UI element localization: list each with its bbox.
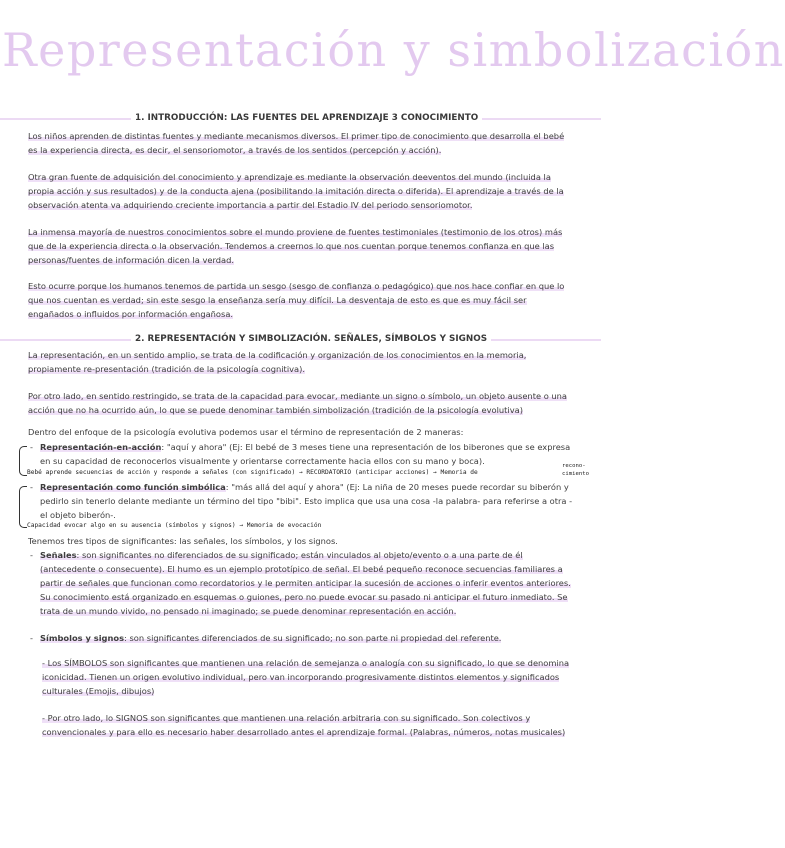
subitem-text: - Por otro lado, lo SIGNOS son significantes que mantienen una relación arbitraria con su significado. Son colectivos y convencionales y para ello es necesario haber desarrollado antes el aprendizaje formal. (Palabras, números, notas musicales)	[42, 713, 566, 737]
paragraph-text: Por otro lado, en sentido restringido, se trata de la capacidad para evocar, mediante un signo o símbolo, un objeto ausente o una acción que no ha ocurrido aún, lo que se puede denominar también simbolización (tradición de la psicología evolutiva)	[28, 391, 568, 415]
handwritten-note-1: Bebé aprende secuencias de acción y responde a señales (con significado) → RECORDATORIO (anticipar acciones) → Memoria de	[27, 469, 478, 476]
signs-subitem	[42, 711, 573, 739]
item-text: : "aquí y ahora" (Ej: El bebé de 3 meses tiene una representación de los biberones que se expresa en su capacidad de reconocerlos visualmente y orientarse correctamente hacia ellos con su mano y boca).	[40, 442, 571, 466]
symbolic-function-item	[40, 480, 573, 522]
representation-in-action-item	[40, 440, 573, 468]
section1-paragraph-4	[28, 279, 573, 321]
brace-bracket	[19, 486, 27, 528]
handwritten-note-2: Capacidad evocar algo en su ausencia (símbolos y signos) → Memoria de evocación	[27, 522, 322, 529]
section2-heading: 2. REPRESENTACIÓN Y SIMBOLIZACIÓN. SEÑALES, SÍMBOLOS Y SIGNOS	[131, 333, 491, 345]
section2-paragraph-3	[28, 425, 573, 439]
bullet-dash: -	[30, 442, 33, 452]
item-text: : son significantes diferenciados de su significado; no son parte ni propiedad del referente.	[124, 633, 502, 643]
page-title: Representación y simbolización	[2, 23, 785, 77]
bullet-dash: -	[30, 550, 33, 560]
section1-heading: 1. INTRODUCCIÓN: LAS FUENTES DEL APRENDIZAJE 3 CONOCIMIENTO	[131, 112, 482, 124]
term-label: Representación-en-acción	[40, 442, 162, 452]
bullet-dash: -	[30, 482, 33, 492]
signals-item	[40, 548, 573, 618]
section2-paragraph-2	[28, 389, 573, 417]
item-text: : "más allá del aquí y ahora" (Ej: La niña de 20 meses puede recordar su biberón y pedirlo sin tenerlo delante mediante un término del tipo "bibi". Esto implica que usa una cosa -la palabra- para referirse a otra -el objeto biberón-.	[40, 482, 573, 520]
section1-paragraph-1	[28, 129, 573, 157]
paragraph-text: La representación, en un sentido amplio, se trata de la codificación y organización de los conocimientos en la memoria, propiamente re-presentación (tradición de la psicología cognitiva).	[28, 350, 527, 374]
section2-paragraph-1	[28, 348, 573, 376]
paragraph-text: Los niños aprenden de distintas fuentes y mediante mecanismos diversos. El primer tipo de conocimiento que desarrolla el bebé es la experiencia directa, es decir, el sensoriomotor, a través de los sentidos (percepción y acción).	[28, 131, 565, 155]
subitem-text: - Los SÍMBOLOS son significantes que mantienen una relación de semejanza o analogía con su significado, lo que se denomina iconicidad. Tienen un origen evolutivo individual, pero van incorporando progresivamente distintos elementos y significados culturales (Emojis, dibujos)	[42, 658, 570, 696]
section1-paragraph-3	[28, 225, 573, 267]
section2-paragraph-4	[28, 534, 573, 548]
handwritten-note-1-side: recono- cimiento	[562, 463, 589, 477]
term-label: Representación como función simbólica	[40, 482, 226, 492]
paragraph-text: La inmensa mayoría de nuestros conocimientos sobre el mundo proviene de fuentes testimoniales (testimonio de los otros) más que de la experiencia directa o la observación. Tendemos a creernos lo que nos cuentan porque tenemos confianza en que las personas/fuentes de información dicen la verdad.	[28, 227, 563, 265]
section1-paragraph-2	[28, 170, 573, 212]
symbols-subitem	[42, 656, 573, 698]
item-text: : son significantes no diferenciados de su significado; están vinculados al objeto/evento o a una parte de él (antecedente o consecuente). El humo es un ejemplo prototípico de señal. El bebé pequeño reconoce secuencias familiares a partir de señales que funcionan como recordatorios y le permiten anticipar la sucesión de acciones o inferir eventos anteriores. Su conocimiento está organizado en esquemas o guiones, pero no puede evocar su pasado ni anticipar el futuro inmediato. Se trata de un mundo vivido, no pensado ni imaginado; se puede denominar representación en acción.	[40, 550, 571, 616]
term-label: Símbolos y signos	[40, 633, 125, 643]
paragraph-text: Tenemos tres tipos de significantes: las señales, los símbolos, y los signos.	[28, 536, 338, 546]
symbols-signs-item	[40, 631, 573, 645]
paragraph-text: Dentro del enfoque de la psicología evolutiva podemos usar el término de representación de 2 maneras:	[28, 427, 464, 437]
paragraph-text: Esto ocurre porque los humanos tenemos de partida un sesgo (sesgo de confianza o pedagógico) que nos hace confiar en que lo que nos cuentan es verdad; sin este sesgo la enseñanza sería muy difícil. La desventaja de esto es que es muy fácil ser engañados o influidos por información engañosa.	[28, 281, 565, 319]
paragraph-text: Otra gran fuente de adquisición del conocimiento y aprendizaje es mediante la observación deeventos del mundo (incluida la propia acción y sus resultados) y de la conducta ajena (posibilitando la imitación directa o diferida). El aprendizaje a través de la observación atenta va adquiriendo creciente importancia a partir del Estadio IV del periodo sensoriomotor.	[28, 172, 564, 210]
bullet-dash: -	[30, 633, 33, 643]
brace-bracket	[19, 446, 27, 476]
term-label: Señales	[40, 550, 77, 560]
